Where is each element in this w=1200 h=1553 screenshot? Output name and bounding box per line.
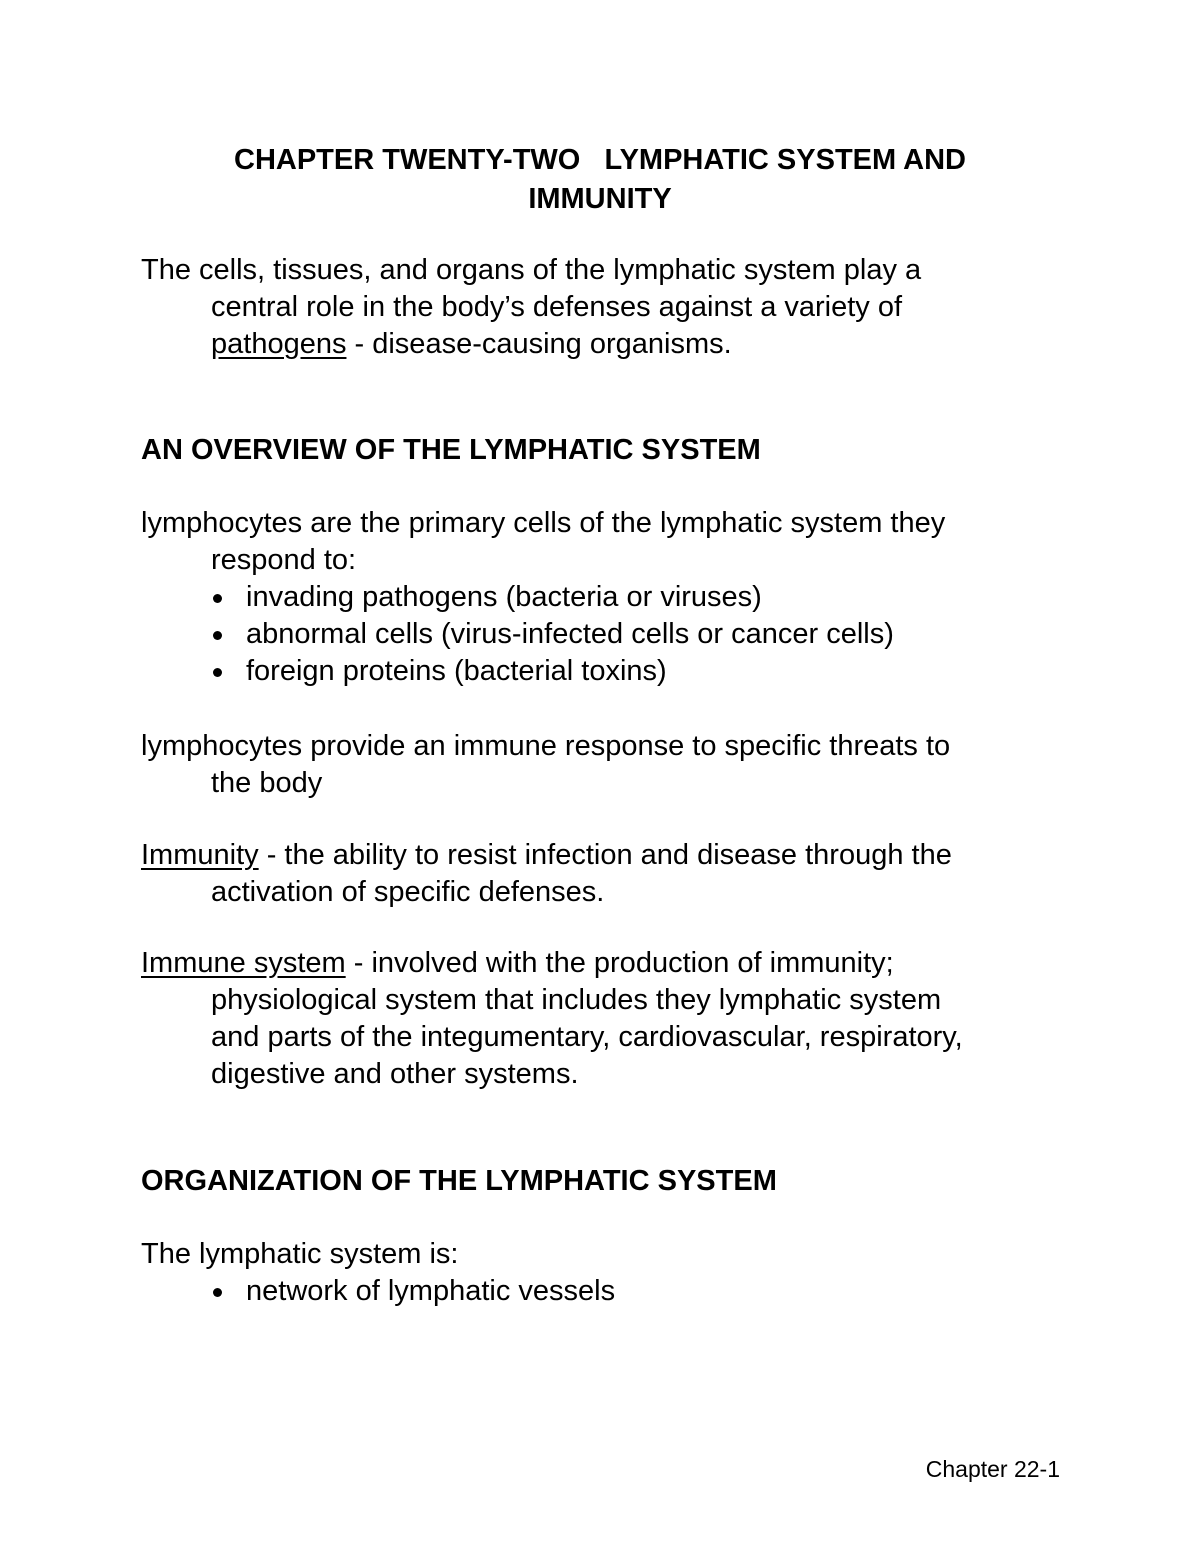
- intro-line-2: central role in the body’s defenses against a variety of: [211, 291, 903, 323]
- immune-system-line-2: physiological system that includes they lymphatic system: [211, 984, 942, 1016]
- section-heading-organization: ORGANIZATION OF THE LYMPHATIC SYSTEM: [141, 1165, 777, 1197]
- immunity-line-1: Immunity - the ability to resist infection and disease through the: [141, 839, 952, 871]
- lymphocytes-paragraph-1: [141, 505, 1101, 579]
- term-immune-system: Immune system: [141, 947, 346, 979]
- immunity-line-2: activation of specific defenses.: [211, 876, 605, 908]
- term-pathogens: pathogens: [211, 328, 347, 360]
- page-footer-label: Chapter 22-1: [925, 1456, 1060, 1482]
- intro-line-1: The cells, tissues, and organs of the lymphatic system play a: [141, 254, 922, 286]
- list-item: network of lymphatic vessels: [211, 1273, 615, 1310]
- bullet-icon: [213, 594, 222, 603]
- bullet-icon: [213, 631, 222, 640]
- organization-intro: [141, 1236, 1101, 1273]
- list-item: foreign proteins (bacterial toxins): [211, 653, 894, 690]
- list-item: invading pathogens (bacteria or viruses): [211, 579, 894, 616]
- immune-system-line-1: Immune system - involved with the production of immunity;: [141, 947, 894, 979]
- chapter-title-line-1: CHAPTER TWENTY-TWO LYMPHATIC SYSTEM AND: [234, 144, 966, 176]
- organization-intro-line: The lymphatic system is:: [141, 1238, 459, 1270]
- intro-line-3: [141, 326, 1101, 363]
- chapter-title-line-2: IMMUNITY: [528, 183, 672, 215]
- chapter-title: [140, 141, 1060, 219]
- immune-system-line-3: and parts of the integumentary, cardiovascular, respiratory,: [211, 1021, 963, 1053]
- lymphocytes-2-line-2: the body: [211, 767, 323, 799]
- immune-system-definition: [141, 945, 1101, 1093]
- list-item: abnormal cells (virus-infected cells or cancer cells): [211, 616, 894, 653]
- lymphocytes-2-line-1: lymphocytes provide an immune response to specific threats to: [141, 730, 951, 762]
- response-bullet-list: [211, 579, 894, 690]
- lymphocytes-paragraph-2: [141, 728, 1101, 802]
- intro-paragraph: [141, 252, 1101, 363]
- bullet-icon: [213, 1288, 222, 1297]
- lymphocytes-1-line-1: lymphocytes are the primary cells of the lymphatic system they: [141, 507, 946, 539]
- intro-line-3-rest: - disease-causing organisms.: [346, 328, 732, 360]
- term-immunity: Immunity: [141, 839, 259, 871]
- section-heading-overview: AN OVERVIEW OF THE LYMPHATIC SYSTEM: [141, 434, 761, 466]
- immunity-definition: [141, 837, 1101, 911]
- bullet-icon: [213, 668, 222, 677]
- lymphocytes-1-line-2: respond to:: [211, 544, 357, 576]
- organization-bullet-list: [211, 1273, 615, 1310]
- immune-system-line-4: digestive and other systems.: [211, 1058, 579, 1090]
